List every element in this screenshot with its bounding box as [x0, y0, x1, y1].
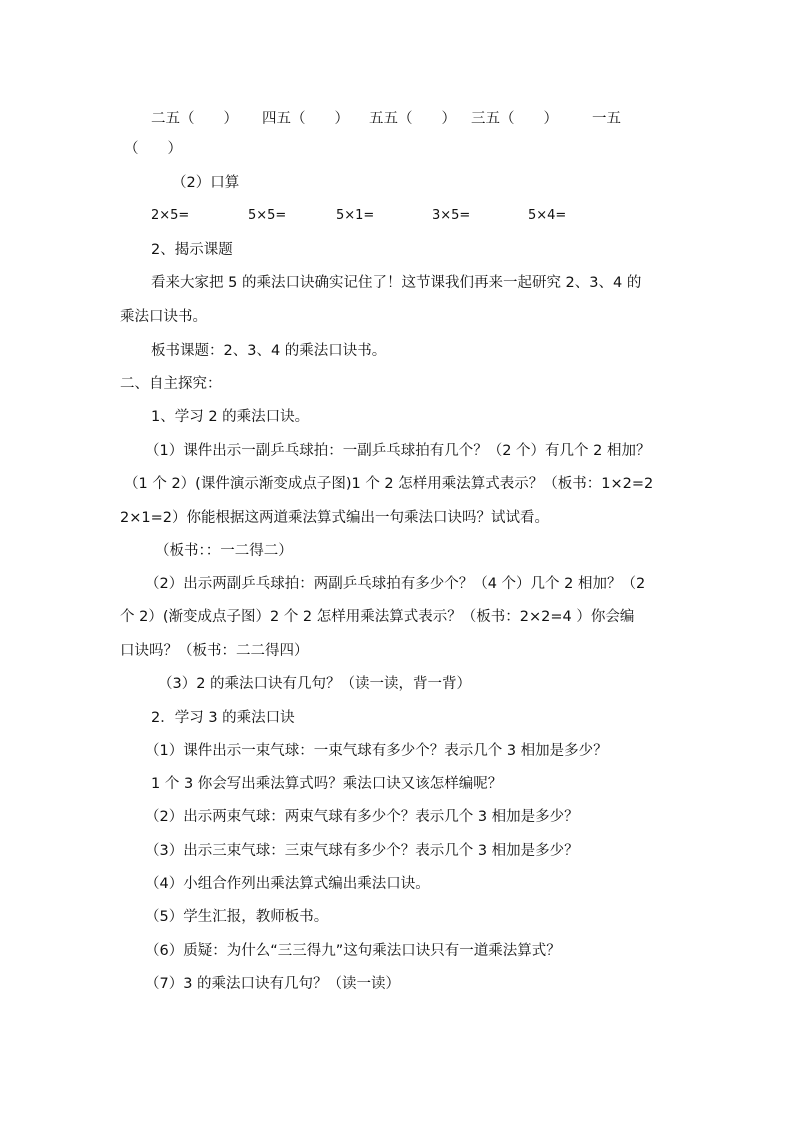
three-item-7: （7）3 的乘法口诀有几句？（读一读）	[145, 976, 401, 992]
three-heading: 2．学习 3 的乘法口诀	[151, 710, 295, 726]
two-heading: 1、学习 2 的乘法口诀。	[151, 409, 310, 425]
section-heading: 二、自主探究：	[120, 376, 222, 392]
oral-item-4: 3×5=	[432, 208, 471, 223]
topic-intro-line-1: 看来大家把 5 的乘法口诀确实记住了！这节课我们再来一起研究 2、3、4 的	[151, 275, 642, 291]
board-title: 板书课题：2、3、4 的乘法口诀书。	[151, 343, 387, 359]
three-item-3: （3）出示三束气球：三束气球有多少个？表示几个 3 相加是多少？	[145, 843, 579, 859]
two-p1-line-3: 2×1=2）你能根据这两道乘法算式编出一句乘法口诀吗？试试看。	[120, 510, 549, 526]
topic-intro-line-2: 乘法口诀书。	[120, 309, 207, 325]
fill-item-1: 二五（ ）	[151, 111, 238, 127]
oral-item-5: 5×4=	[528, 208, 567, 223]
oral-item-2: 5×5=	[248, 208, 287, 223]
oral-item-3: 5×1=	[336, 208, 375, 223]
three-item-5: （5）学生汇报，教师板书。	[145, 909, 329, 925]
fill-item-3: 五五（ ）	[369, 111, 456, 127]
three-item-6: （6）质疑：为什么“三三得九”这句乘法口诀只有一道乘法算式？	[145, 943, 561, 959]
two-p3: （3）2 的乘法口诀有几句？（读一读，背一背）	[158, 676, 472, 692]
topic-heading: 2、揭示课题	[151, 242, 233, 258]
three-item-2: （2）出示两束气球：两束气球有多少个？表示几个 3 相加是多少？	[145, 809, 579, 825]
fill-item-5: 一五	[592, 111, 621, 127]
oral-heading: （2）口算	[172, 175, 240, 191]
two-p1-line-2: （1 个 2）(课件演示渐变成点子图)1 个 2 怎样用乘法算式表示？（板书：1×2=2	[124, 476, 654, 492]
three-item-1-cont: 1 个 3 你会写出乘法算式吗？乘法口诀又该怎样编呢？	[151, 776, 503, 792]
two-board-1: （板书：：一二得二）	[155, 543, 293, 559]
oral-item-1: 2×5=	[151, 208, 190, 223]
three-item-4: （4）小组合作列出乘法算式编出乘法口诀。	[145, 876, 430, 892]
two-p2-line-2: 个 2）(渐变成点子图）2 个 2 怎样用乘法算式表示？（板书：2×2=4 ）你会编	[120, 609, 635, 625]
two-p1-line-1: （1）课件出示一副乒乓球拍：一副乒乓球拍有几个？（2 个）有几个 2 相加？	[145, 443, 651, 459]
fill-item-2: 四五（ ）	[262, 111, 349, 127]
fill-item-4: 三五（ ）	[471, 111, 558, 127]
two-p2-line-3: 口诀吗？（板书：二二得四）	[120, 643, 309, 659]
three-item-1: （1）课件出示一束气球：一束气球有多少个？表示几个 3 相加是多少？	[145, 743, 608, 759]
two-p2-line-1: （2）出示两副乒乓球拍：两副乒乓球拍有多少个？（4 个）几个 2 相加？（2	[145, 576, 646, 592]
fill-item-5-blank: （ ）	[124, 141, 182, 157]
